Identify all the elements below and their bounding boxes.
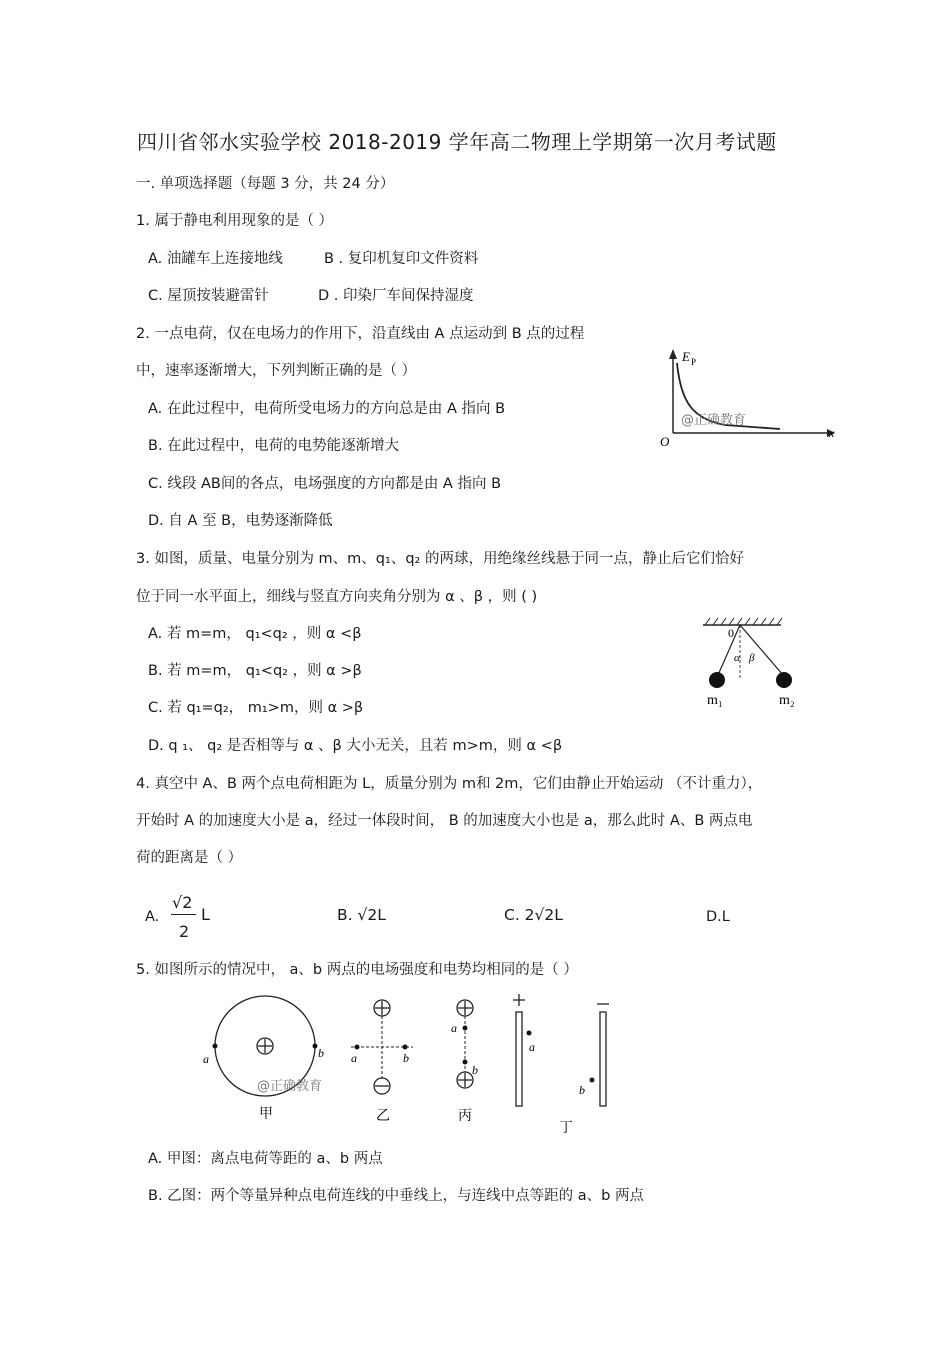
q4-option-a-label: A. bbox=[145, 909, 160, 925]
m1-label: m₁ bbox=[707, 693, 723, 708]
q1-option-a: A. 油罐车上连接地线 bbox=[148, 251, 283, 267]
q5-option-a: A. 甲图：离点电荷等距的 a、b 两点 bbox=[148, 1151, 383, 1167]
fig-yi-b-label: b bbox=[403, 1051, 409, 1065]
q2-option-b: B. 在此过程中，电荷的电势能逐渐增大 bbox=[148, 438, 400, 454]
point-label: 0 bbox=[728, 626, 734, 640]
y-label: E bbox=[682, 349, 690, 364]
q3-stem-line1: 3. 如图，质量、电量分别为 m、m、q₁、q₂ 的两球，用绝缘丝线悬于同一点，静止后它们恰好 bbox=[136, 551, 744, 567]
fig-watermark: @正确教育 bbox=[257, 1079, 323, 1094]
q4-option-a-unit: L bbox=[201, 905, 210, 924]
beta-label: β bbox=[749, 652, 755, 664]
q5-stem: 5. 如图所示的情况中， a、b 两点的电场强度和电势均相同的是（ ） bbox=[136, 962, 578, 978]
page-title: 四川省邻水实验学校 2018-2019 学年高二物理上学期第一次月考试题 bbox=[137, 130, 777, 154]
q3-option-b: B. 若 m=m， q₁<q₂ ，则 α >β bbox=[148, 663, 362, 679]
q1-option-d: D . 印染厂车间保持湿度 bbox=[318, 288, 474, 304]
fig-jia-point-a bbox=[213, 1044, 218, 1049]
q4-option-a-numerator: √2 bbox=[172, 893, 193, 912]
q4-fraction-bar bbox=[171, 914, 196, 915]
q3-option-c: C. 若 q₁=q₂， m₁>m，则 α >β bbox=[148, 700, 364, 716]
fig-bing-label: 丙 bbox=[458, 1108, 472, 1124]
q4-stem-line3: 荷的距离是（ ） bbox=[136, 850, 243, 866]
origin-label: O bbox=[660, 434, 670, 449]
ball-m2 bbox=[776, 672, 792, 688]
q4-stem-line1: 4. 真空中 A、B 两个点电荷相距为 L，质量分别为 m和 2m，它们由静止开始运动 （不计重力）， bbox=[136, 776, 763, 792]
fig-yi-point-b bbox=[403, 1045, 408, 1050]
q3-option-a: A. 若 m=m， q₁<q₂ ，则 α <β bbox=[148, 626, 362, 642]
q5-option-b: B. 乙图：两个等量异种点电荷连线的中垂线上，与连线中点等距的 a、b 两点 bbox=[148, 1188, 644, 1204]
fig-yi-a-label: a bbox=[351, 1051, 357, 1065]
q4-option-c: C. 2√2L bbox=[504, 906, 563, 924]
ceiling-hatch bbox=[705, 618, 782, 625]
watermark: @正确教育 bbox=[681, 413, 747, 428]
section-heading: 一. 单项选择题（每题 3 分，共 24 分） bbox=[136, 176, 395, 192]
q5-figures bbox=[195, 992, 625, 1140]
q1-stem: 1. 属于静电利用现象的是（ ） bbox=[136, 213, 334, 229]
fig-jia-a-label: a bbox=[203, 1052, 209, 1066]
fig-jia-label: 甲 bbox=[259, 1106, 273, 1122]
q4-option-b: B. √2L bbox=[337, 906, 386, 924]
thread-right bbox=[740, 625, 783, 675]
q4-option-d: D.L bbox=[706, 909, 730, 925]
fig-ding-point-b bbox=[590, 1078, 595, 1083]
fig-bing-point-a bbox=[463, 1026, 468, 1031]
fig-ding-positive-plate bbox=[516, 1012, 522, 1106]
fig-ding-b-label: b bbox=[579, 1083, 585, 1097]
fig-jia-point-b bbox=[313, 1044, 318, 1049]
q2-option-c: C. 线段 AB间的各点，电场强度的方向都是由 A 指向 B bbox=[148, 476, 502, 492]
fig-bing-b-label: b bbox=[472, 1063, 478, 1077]
x-label: x bbox=[829, 426, 835, 440]
q4-option-a-denominator: 2 bbox=[179, 922, 190, 941]
q1-option-c: C. 屋顶按装避雷针 bbox=[148, 288, 269, 304]
q4-stem-line2: 开始时 A 的加速度大小是 a，经过一体段时间， B 的加速度大小也是 a，那么此时 A、B 两点电 bbox=[136, 813, 753, 829]
q3-option-d: D. q ₁、 q₂ 是否相等与 α 、β 大小无关，且若 m>m，则 α <β bbox=[148, 738, 563, 754]
fig-ding-negative-plate bbox=[600, 1012, 606, 1106]
fig-ding-label: 丁 bbox=[559, 1120, 573, 1136]
alpha-label: α bbox=[734, 652, 740, 664]
q2-ep-graph bbox=[655, 345, 840, 450]
ball-m1 bbox=[709, 672, 725, 688]
fig-ding-a-label: a bbox=[529, 1040, 535, 1054]
fig-yi-label: 乙 bbox=[376, 1108, 390, 1124]
y-arrow bbox=[669, 349, 677, 359]
q2-stem-line2: 中，速率逐渐增大，下列判断正确的是（ ） bbox=[136, 363, 417, 379]
q1-option-b: B . 复印机复印文件资料 bbox=[324, 251, 479, 267]
y-subscript: P bbox=[691, 357, 697, 367]
q3-stem-line2: 位于同一水平面上，细线与竖直方向夹角分别为 α 、β ，则 ( ) bbox=[136, 589, 538, 605]
fig-bing-point-b bbox=[463, 1060, 468, 1065]
fig-ding-point-a bbox=[527, 1031, 532, 1036]
q3-pendulum-figure bbox=[695, 615, 815, 710]
q2-option-a: A. 在此过程中，电荷所受电场力的方向总是由 A 指向 B bbox=[148, 401, 506, 417]
fig-bing-a-label: a bbox=[451, 1021, 457, 1035]
q2-option-d: D. 自 A 至 B，电势逐渐降低 bbox=[148, 513, 333, 529]
q2-stem-line1: 2. 一点电荷，仅在电场力的作用下，沿直线由 A 点运动到 B 点的过程 bbox=[136, 326, 585, 342]
fig-yi-point-a bbox=[355, 1045, 360, 1050]
m2-label: m₂ bbox=[779, 693, 795, 708]
fig-jia-b-label: b bbox=[318, 1046, 324, 1060]
